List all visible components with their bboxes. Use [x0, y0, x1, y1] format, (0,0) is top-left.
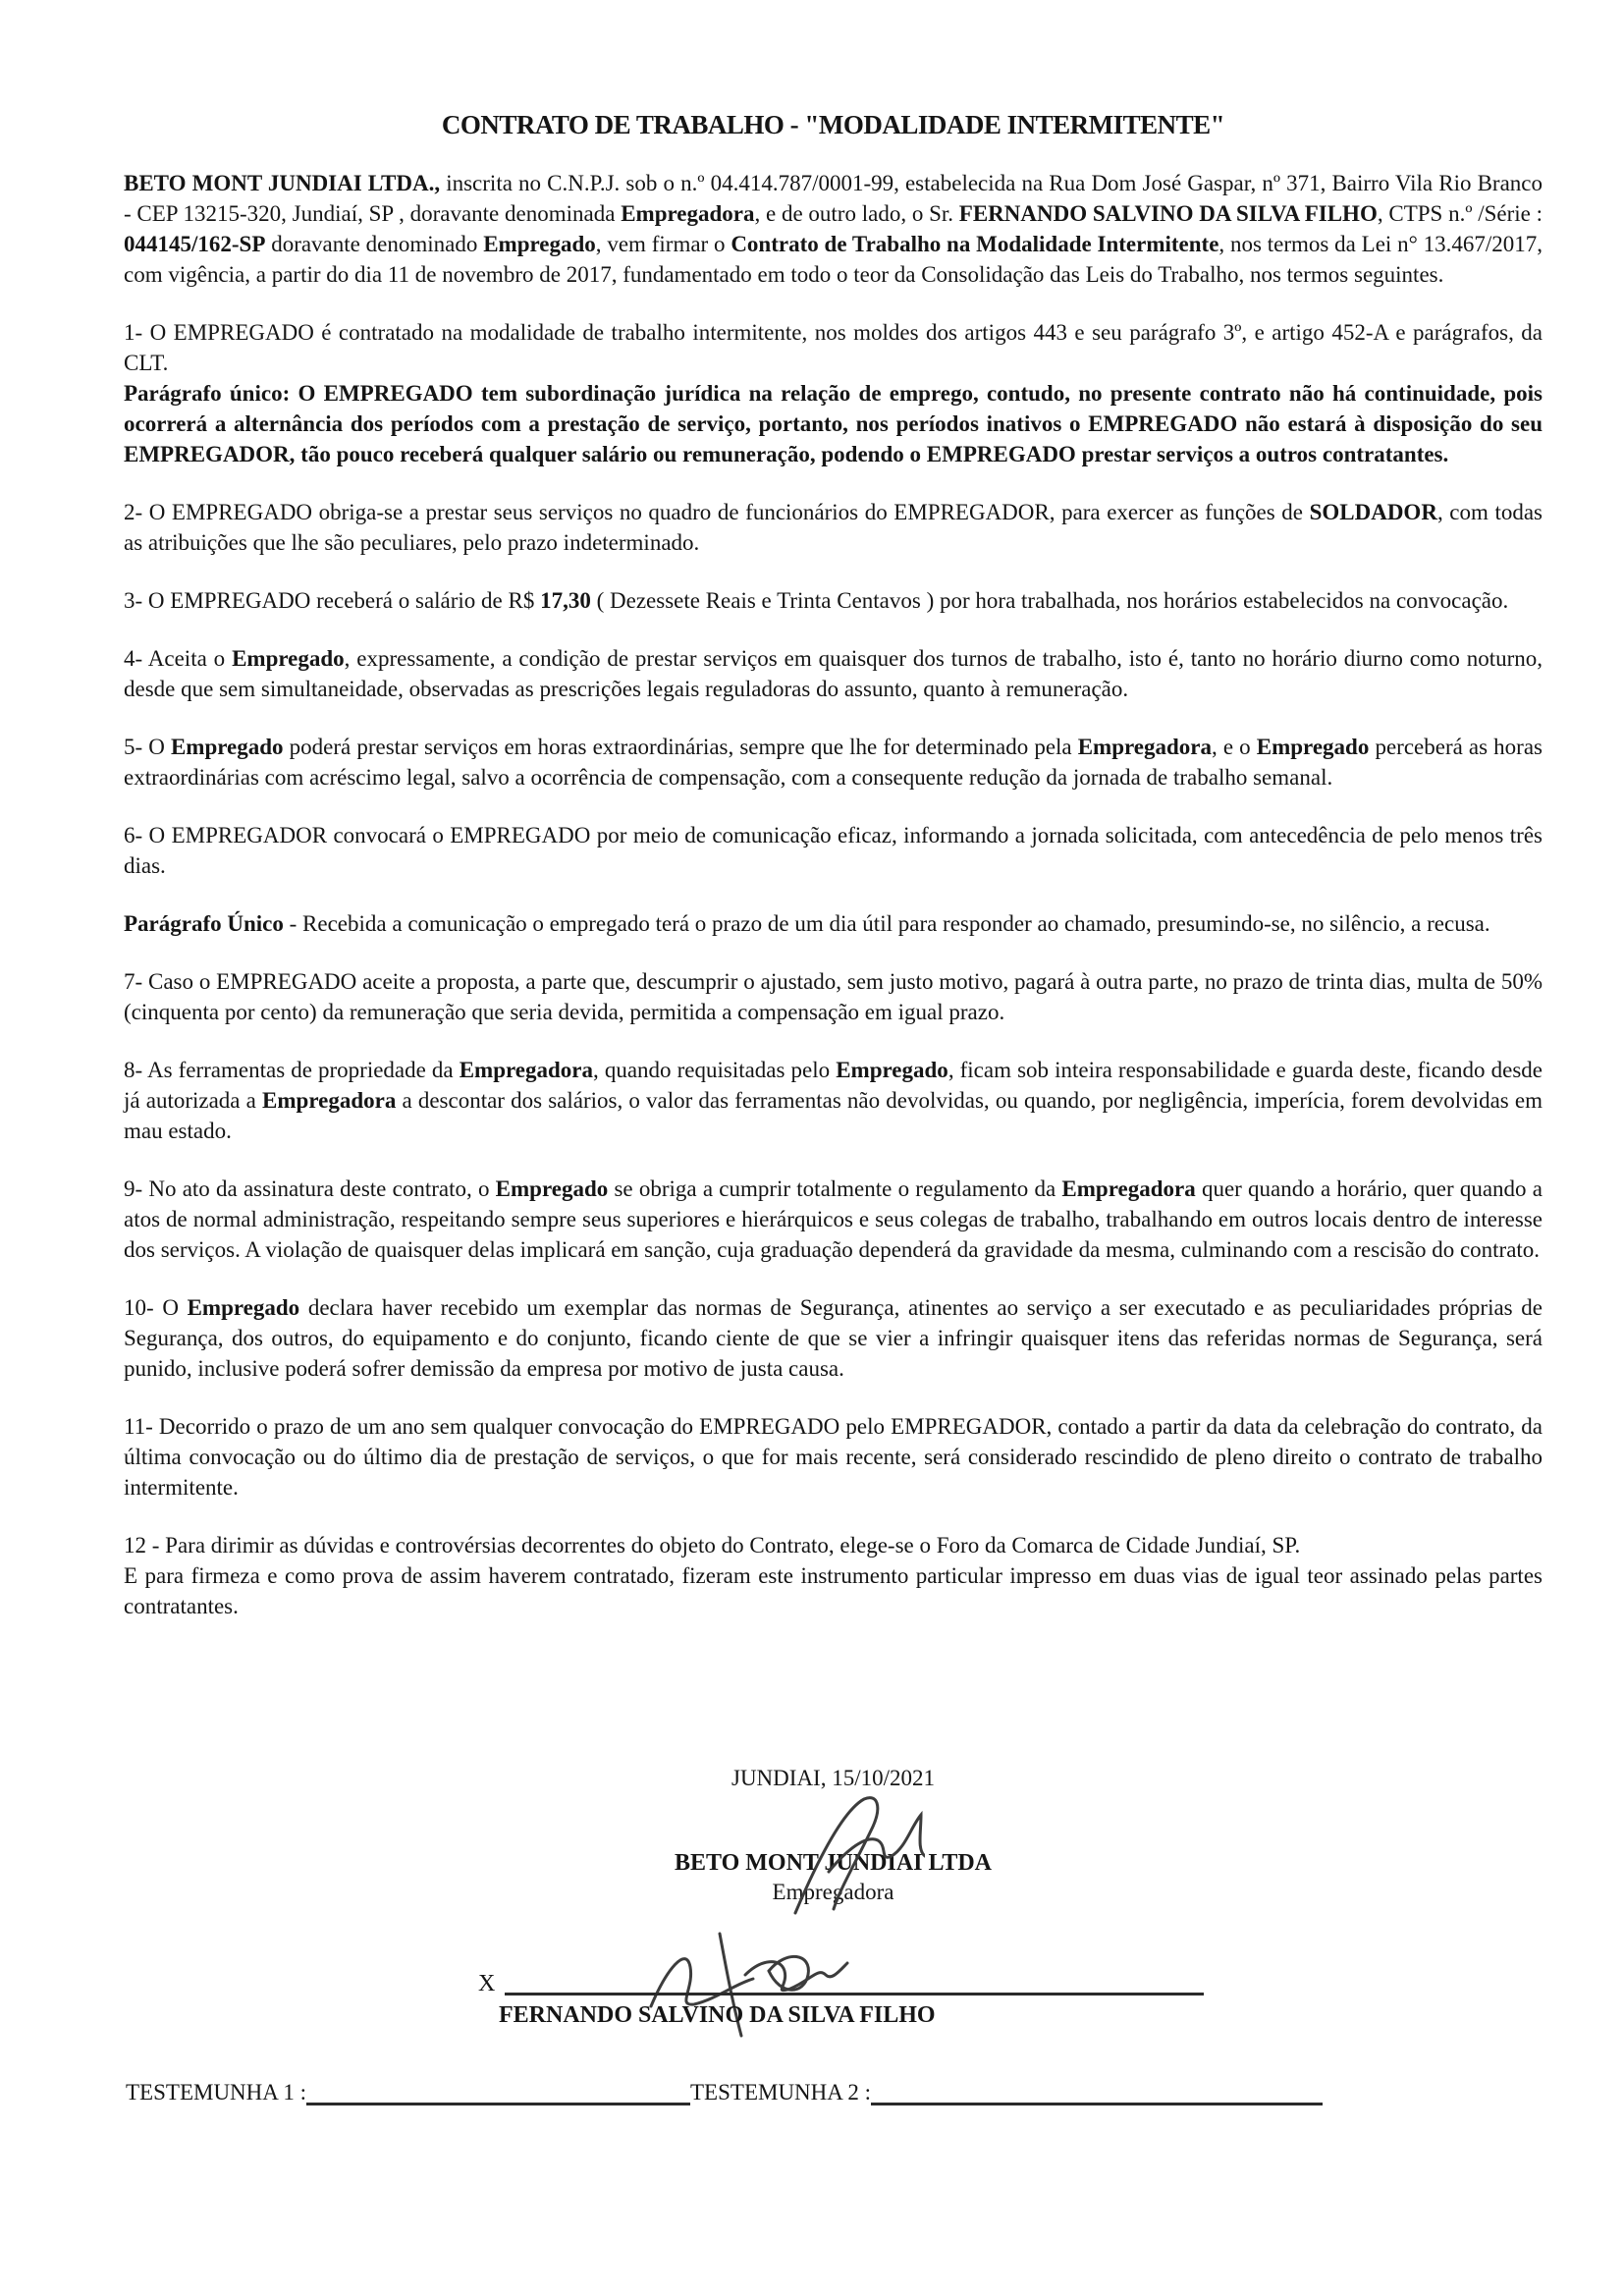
employer-role-label: Empregadora	[772, 1880, 894, 1904]
x-marker: X	[478, 1971, 496, 1996]
closing-statement: E para firmeza e como prova de assim haverem contratado, fizeram este instrumento particular impresso em duas vias de igual teor assinado pelas partes contratantes.	[124, 1563, 1543, 1618]
employee-signature-block	[124, 1959, 1543, 2077]
date-line: JUNDIAI, 15/10/2021	[731, 1766, 935, 1790]
employer-signature-block	[124, 1848, 1543, 1907]
witness-1-label: TESTEMUNHA 1 :	[126, 2080, 306, 2105]
employee-signature-line-row	[478, 1969, 1204, 1995]
clause-10: 10- O Empregado declara haver recebido um exemplar das normas de Segurança, atinentes ao serviço a ser executado e as peculiaridades próprias de Segurança, dos outros, do equipamento e do conjunto, ficando ciente de que se vier a infringir quaisquer itens das referidas normas de Segurança, será punido, inclusive poderá sofrer demissão da empresa por motivo de justa causa.	[124, 1295, 1543, 1381]
witness-2-signature-line	[871, 2083, 1323, 2105]
clause-6-paragrafo-unico: Parágrafo Único - Recebida a comunicação o empregado terá o prazo de um dia útil para responder ao chamado, presumindo-se, no silêncio, a recusa.	[124, 911, 1490, 936]
document-title: CONTRATO DE TRABALHO - "MODALIDADE INTERMITENTE"	[441, 110, 1225, 139]
employer-company-name: BETO MONT JUNDIAI LTDA	[675, 1850, 992, 1876]
clause-4: 4- Aceita o Empregado, expressamente, a condição de prestar serviços em quaisquer dos turnos de trabalho, isto é, tanto no horário diurno como noturno, desde que sem simultaneidade, observadas as prescrições legais reguladoras do assunto, quanto à remuneração.	[124, 646, 1543, 701]
clause-2: 2- O EMPREGADO obriga-se a prestar seus serviços no quadro de funcionários do EMPREGADOR, para exercer as funções de SOLDADOR, com todas as atribuições que lhe são peculiares, pelo prazo indeterminado.	[124, 500, 1543, 555]
intro-paragraph: BETO MONT JUNDIAI LTDA., inscrita no C.N.P.J. sob o n.º 04.414.787/0001-99, estabelecida na Rua Dom José Gaspar, nº 371, Bairro Vila Rio Branco - CEP 13215-320, Jundiaí, SP , doravante denominada Empregadora, e de outro lado, o Sr. FERNANDO SALVINO DA SILVA FILHO, CTPS n.º /Série : 044145/162-SP doravante denominado Empregado, vem firmar o Contrato de Trabalho na Modalidade Intermitente, nos termos da Lei n° 13.467/2017, com vigência, a partir do dia 11 de novembro de 2017, fundamentado em todo o teor da Consolidação das Leis do Trabalho, nos termos seguintes.	[124, 171, 1543, 287]
clause-11: 11- Decorrido o prazo de um ano sem qualquer convocação do EMPREGADO pelo EMPREGADOR, contado a partir da data da celebração do contrato, da última convocação ou do último dia de prestação de serviços, o que for mais recente, será considerado rescindido de pleno direito o contrato de trabalho intermitente.	[124, 1414, 1543, 1500]
contract-body	[124, 168, 1543, 1621]
clause-3: 3- O EMPREGADO receberá o salário de R$ 17,30 ( Dezessete Reais e Trinta Centavos ) por hora trabalhada, nos horários estabelecidos na convocação.	[124, 588, 1509, 613]
clause-6: 6- O EMPREGADOR convocará o EMPREGADO por meio de comunicação eficaz, informando a jornada solicitada, com antecedência de pelo menos três dias.	[124, 823, 1543, 878]
clause-5: 5- O Empregado poderá prestar serviços em horas extraordinárias, sempre que lhe for determinado pela Empregadora, e o Empregado perceberá as horas extraordinárias com acréscimo legal, salvo a ocorrência de compensação, com a consequente redução da jornada de trabalho semanal.	[124, 735, 1543, 790]
employee-name: FERNANDO SALVINO DA SILVA FILHO	[499, 2002, 936, 2028]
clause-1-paragrafo-unico: Parágrafo único: O EMPREGADO tem subordinação jurídica na relação de emprego, contudo, no presente contrato não há continuidade, pois ocorrerá a alternância dos períodos com a prestação de serviço, portanto, nos períodos inativos o EMPREGADO não estará à disposição do seu EMPREGADOR, tão pouco receberá qualquer salário ou remuneração, podendo o EMPREGADO prestar serviços a outros contratantes.	[124, 381, 1543, 466]
clause-1: 1- O EMPREGADO é contratado na modalidade de trabalho intermitente, nos moldes dos artigos 443 e seu parágrafo 3º, e artigo 452-A e parágrafos, da CLT.	[124, 320, 1543, 375]
witness-2-label: TESTEMUNHA 2 :	[690, 2080, 871, 2105]
witness-1-signature-line	[306, 2083, 690, 2105]
clause-8: 8- As ferramentas de propriedade da Empregadora, quando requisitadas pelo Empregado, ficam sob inteira responsabilidade e guarda deste, ficando desde já autorizada a Empregadora a descontar dos salários, o valor das ferramentas não devolvidas, ou quando, por negligência, imperícia, forem devolvidas em mau estado.	[124, 1058, 1543, 1143]
witness-row	[126, 2080, 1392, 2105]
clause-12: 12 - Para dirimir as dúvidas e controvérsias decorrentes do objeto do Contrato, elege-se o Foro da Comarca de Cidade Jundiaí, SP.	[124, 1533, 1301, 1558]
clause-7: 7- Caso o EMPREGADO aceite a proposta, a parte que, descumprir o ajustado, sem justo motivo, pagará à outra parte, no prazo de trinta dias, multa de 50% (cinquenta por cento) da remuneração que seria devida, permitida a compensação em igual prazo.	[124, 969, 1543, 1024]
employee-signature-line	[505, 1969, 1204, 1995]
clause-9: 9- No ato da assinatura deste contrato, o Empregado se obriga a cumprir totalmente o regulamento da Empregadora quer quando a horário, quer quando a atos de normal administração, respeitando sempre seus superiores e hierárquicos e seus colegas de trabalho, trabalhando em outros locais dentro de interesse dos serviços. A violação de quaisquer delas implicará em sanção, cuja graduação dependerá da gravidade da mesma, culminando com a rescisão do contrato.	[124, 1176, 1543, 1262]
